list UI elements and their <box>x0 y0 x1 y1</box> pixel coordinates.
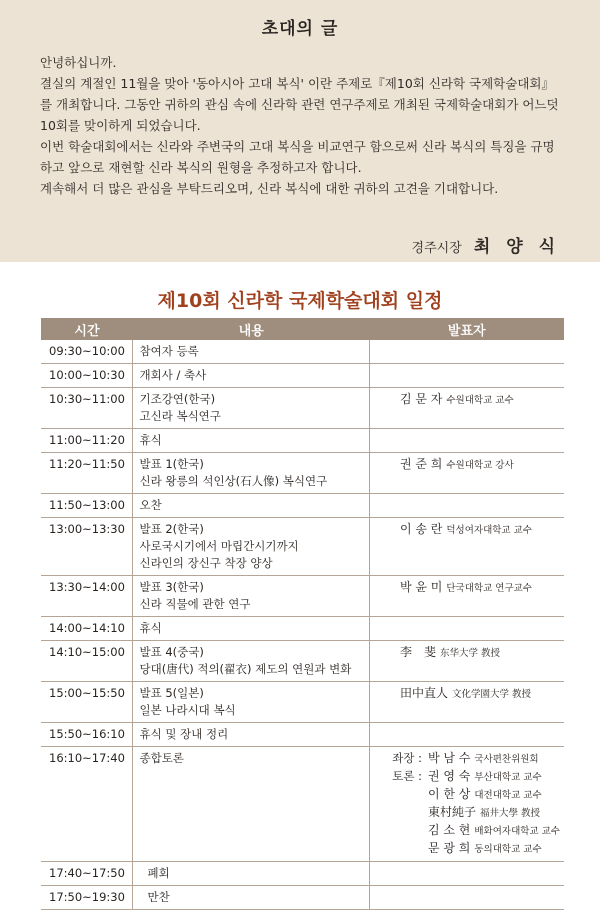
row-content-line: 참여자 등록 <box>139 344 199 358</box>
panel-discussant <box>370 804 560 822</box>
row-content-line: 신라인의 장신구 착장 양상 <box>139 556 273 570</box>
row-content-line: 휴식 <box>139 621 162 635</box>
schedule-row <box>41 453 564 494</box>
row-time: 14:00~14:10 <box>41 617 133 641</box>
speaker-name: 李 斐 <box>399 645 436 659</box>
row-time: 15:00~15:50 <box>41 682 133 723</box>
row-speaker <box>369 494 564 518</box>
speaker-affiliation: 东华大学 教授 <box>439 648 501 659</box>
panel-members <box>369 747 564 862</box>
speaker-line <box>400 685 560 703</box>
row-content <box>133 617 369 641</box>
speaker-affiliation: 배화여자대학교 교수 <box>474 826 560 837</box>
schedule-row <box>41 862 564 886</box>
row-content-line: 발표 3(한국) <box>139 580 204 594</box>
row-content-line: 오찬 <box>139 498 162 512</box>
speaker-name: 박 윤 미 <box>399 580 443 594</box>
row-speaker <box>369 340 564 364</box>
speaker-affiliation: 단국대학교 연구교수 <box>446 583 532 594</box>
row-speaker <box>369 388 564 429</box>
row-content-line: 기조강연(한국) <box>139 392 216 406</box>
row-content <box>133 576 369 617</box>
row-content <box>133 641 369 682</box>
schedule-row <box>41 340 564 364</box>
row-time: 11:00~11:20 <box>41 429 133 453</box>
row-content: 폐회 <box>133 862 369 886</box>
discussant-label: 토론 : <box>392 769 422 783</box>
row-content-line: 당대(唐代) 적의(翟衣) 제도의 연원과 변화 <box>139 662 352 676</box>
row-time: 11:20~11:50 <box>41 453 133 494</box>
row-content <box>133 682 369 723</box>
row-content <box>133 723 369 747</box>
row-time: 10:30~11:00 <box>41 388 133 429</box>
row-content-line: 발표 4(중국) <box>139 645 204 659</box>
schedule-row <box>41 617 564 641</box>
row-speaker <box>369 682 564 723</box>
schedule-body <box>41 340 564 910</box>
row-time: 17:40~17:50 <box>41 862 133 886</box>
letter-body <box>40 52 565 199</box>
row-content-line: 신라 직물에 관한 연구 <box>139 597 251 611</box>
chair-label: 좌장 : <box>392 751 422 765</box>
letter-paragraph: 결실의 계절인 11월을 맞아 '동아시아 고대 복식' 이란 주제로『제10회 신라학 국제학술대회』를 개최합니다. 그동안 귀하의 관심 속에 신라학 관련 연구주제로 개최된 국제학술대회가 어느덧 10회를 맞이하게 되었습니다. <box>40 76 559 133</box>
row-speaker <box>369 617 564 641</box>
speaker-name: 문 광 희 <box>427 841 471 855</box>
header-speaker: 발표자 <box>369 318 564 340</box>
speaker-name: 권 영 숙 <box>427 769 471 783</box>
row-content: 만찬 <box>133 886 369 910</box>
row-speaker <box>369 862 564 886</box>
schedule-row <box>41 518 564 576</box>
schedule-row-panel <box>41 747 564 862</box>
schedule-row <box>41 388 564 429</box>
speaker-name: 박 남 수 <box>427 751 471 765</box>
invitation-letter <box>0 0 600 262</box>
panel-discussant <box>370 840 560 858</box>
row-time: 17:50~19:30 <box>41 886 133 910</box>
speaker-name: 김 문 자 <box>399 392 443 406</box>
speaker-name: 田中直人 <box>399 686 448 700</box>
row-content-line: 휴식 및 장내 정리 <box>139 727 229 741</box>
row-content-line: 휴식 <box>139 433 162 447</box>
row-time: 14:10~15:00 <box>41 641 133 682</box>
row-content-line: 개회사 / 축사 <box>139 368 207 382</box>
speaker-affiliation: 文化学園大学 教授 <box>451 689 532 700</box>
schedule-row <box>41 886 564 910</box>
row-time: 15:50~16:10 <box>41 723 133 747</box>
letter-paragraph: 이번 학술대회에서는 신라와 주변국의 고대 복식을 비교연구 함으로써 신라 복식의 특징을 규명하고 앞으로 재현할 신라 복식의 원형을 추정하고자 합니다. <box>40 139 555 175</box>
speaker-affiliation: 덕성여자대학교 교수 <box>446 525 532 536</box>
panel-chair <box>370 750 560 768</box>
speaker-affiliation: 수원대학교 강사 <box>446 460 514 471</box>
letter-paragraph: 계속해서 더 많은 관심을 부탁드리오며, 신라 복식에 대한 귀하의 고견을 기대합니다. <box>40 181 499 196</box>
row-time: 13:30~14:00 <box>41 576 133 617</box>
speaker-affiliation: 대전대학교 교수 <box>474 790 542 801</box>
row-content <box>133 518 369 576</box>
row-content <box>133 453 369 494</box>
speaker-name: 이 한 상 <box>427 787 471 801</box>
letter-title: 초대의 글 <box>261 19 339 39</box>
row-speaker <box>369 641 564 682</box>
row-content <box>133 340 369 364</box>
row-content <box>133 388 369 429</box>
letter-paragraph: 안녕하십니까. <box>40 55 117 70</box>
panel-discussant <box>370 768 560 786</box>
row-time: 16:10~17:40 <box>41 747 133 862</box>
speaker-name: 김 소 현 <box>427 823 471 837</box>
speaker-line <box>400 644 560 662</box>
header-time: 시간 <box>41 318 133 340</box>
signature <box>412 232 560 257</box>
row-speaker <box>369 518 564 576</box>
signature-name: 최 양 식 <box>473 237 560 257</box>
speaker-affiliation: 수원대학교 교수 <box>446 395 514 406</box>
row-time: 10:00~10:30 <box>41 364 133 388</box>
schedule-row <box>41 682 564 723</box>
row-content-line: 발표 1(한국) <box>139 457 204 471</box>
row-content <box>133 429 369 453</box>
row-content-line: 사로국시기에서 마립간시기까지 <box>139 539 299 553</box>
row-content <box>133 364 369 388</box>
schedule-title: 제10회 신라학 국제학술대회 일정 <box>157 290 443 312</box>
row-content: 종합토론 <box>133 747 369 862</box>
row-speaker <box>369 453 564 494</box>
row-speaker <box>369 886 564 910</box>
row-content-line: 고신라 복식연구 <box>139 409 221 423</box>
schedule-row <box>41 641 564 682</box>
row-speaker <box>369 723 564 747</box>
panel-discussant <box>370 786 560 804</box>
speaker-name: 東村純子 <box>427 805 476 819</box>
row-content-line: 일본 나라시대 복식 <box>139 703 236 717</box>
speaker-line <box>400 579 560 597</box>
row-time: 13:00~13:30 <box>41 518 133 576</box>
row-speaker <box>369 429 564 453</box>
schedule-row <box>41 429 564 453</box>
speaker-name: 이 송 란 <box>399 522 443 536</box>
speaker-affiliation: 부산대학교 교수 <box>474 772 542 783</box>
speaker-line <box>400 521 560 539</box>
speaker-affiliation: 福井大學 教授 <box>479 808 541 819</box>
speaker-affiliation: 국사편찬위원회 <box>474 754 539 765</box>
row-content-line: 발표 2(한국) <box>139 522 204 536</box>
row-time: 11:50~13:00 <box>41 494 133 518</box>
speaker-line <box>400 456 560 474</box>
speaker-affiliation: 동의대학교 교수 <box>474 844 542 855</box>
panel-discussant <box>370 822 560 840</box>
row-content <box>133 494 369 518</box>
schedule-header-row <box>41 318 564 340</box>
signature-role: 경주시장 <box>411 241 462 256</box>
schedule-table <box>41 318 564 910</box>
row-time: 09:30~10:00 <box>41 340 133 364</box>
row-content-line: 발표 5(일본) <box>139 686 204 700</box>
row-speaker <box>369 576 564 617</box>
speaker-name: 권 준 희 <box>399 457 443 471</box>
schedule-row <box>41 723 564 747</box>
row-content-line: 신라 왕릉의 석인상(石人像) 복식연구 <box>139 474 328 488</box>
header-content: 내용 <box>133 318 369 340</box>
schedule-row <box>41 494 564 518</box>
row-speaker <box>369 364 564 388</box>
schedule-row <box>41 576 564 617</box>
speaker-line <box>400 391 560 409</box>
schedule-row <box>41 364 564 388</box>
